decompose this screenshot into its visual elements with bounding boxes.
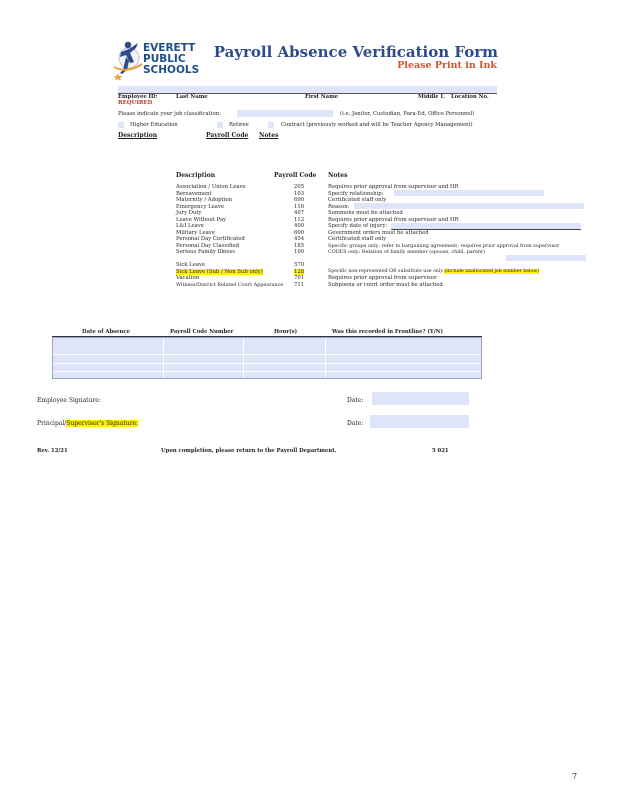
absence-date-input-1[interactable] (54, 339, 162, 353)
employee-id-label: Employee ID: (118, 94, 158, 100)
code-row-12-code: 570 (294, 262, 305, 268)
job-classification-prompt: Please indicate your job classification: (118, 111, 221, 117)
absence-header-date: Date of Absence (82, 329, 130, 335)
logo-text-line1: EVERETT (143, 42, 196, 54)
relationship-input[interactable] (394, 190, 544, 196)
code-row-14-note: Requires prior approval from supervisor (328, 275, 437, 281)
code-row-5-note: Summons must be attached (328, 210, 403, 216)
notes-link[interactable]: Notes (259, 132, 279, 139)
supervisor-signature-text: Supervisor's Signature: (66, 420, 139, 427)
code-row-14-code: 701 (294, 275, 305, 281)
code-row-6-note: Requires prior approval from supervisor and HR (328, 216, 459, 223)
code-row-4-code: 116 (294, 203, 305, 210)
code-row-8-desc: Military Leave (176, 229, 215, 236)
code-row-2-note: Specify relationship: (328, 190, 384, 197)
employee-info-input[interactable] (118, 86, 497, 93)
absence-row-divider-2 (53, 363, 481, 364)
code-row-11-desc: Serious Family Illness (176, 249, 236, 255)
family-member-input[interactable] (506, 255, 586, 261)
absence-row-divider-1 (53, 354, 481, 355)
code-row-15-code: 711 (294, 281, 305, 288)
form-number: 5 021 (432, 448, 449, 454)
form-subtitle: Please Print in Ink (397, 60, 497, 71)
code-row-9-code: 454 (294, 236, 305, 242)
code-row-4-desc: Emergency Leave (176, 203, 225, 210)
codes-header-payroll-code: Payroll Code (274, 172, 317, 179)
code-row-7-note: Specify date of injury: (328, 223, 388, 229)
page-number: 7 (572, 772, 578, 781)
code-row-14-desc: Vacation (176, 275, 200, 281)
codes-table (176, 172, 586, 298)
code-row-2-code: 103 (294, 190, 305, 197)
logo-text-line3: SCHOOLS (143, 64, 200, 76)
code-row-15-note: Subpoena or court order must be attached (328, 281, 443, 288)
principal-prefix: Principal/ (37, 420, 67, 427)
code-row-3-note: Certificated staff only (328, 197, 387, 203)
code-row-9-note: Certificated staff only (328, 236, 387, 242)
job-classification-input[interactable] (237, 110, 333, 117)
code-row-3-desc: Maternity / Adoption (176, 197, 232, 203)
absence-grid (52, 337, 482, 379)
employee-date-input[interactable] (372, 392, 469, 405)
code-row-8-note: Government orders must be attached (328, 229, 429, 236)
location-label: Location No. (451, 94, 489, 100)
contract-label: Contract (previously worked and will be Teacher Agency Management) (281, 122, 473, 128)
logo-text-line2: PUBLIC (143, 53, 186, 65)
principal-date-label: Date: (347, 420, 364, 427)
employee-signature-label: Employee Signature: (37, 397, 101, 404)
code-row-9-desc: Personal Day Certificated (176, 236, 245, 242)
code-row-1-note: Requires prior approval from supervisor and HR (328, 184, 459, 190)
higher-education-label: Higher Education (130, 122, 178, 128)
code-row-1-code: 205 (294, 184, 305, 190)
middle-initial-label: Middle I. (418, 94, 445, 100)
code-row-11-note: CODES only: Relation of family member (spouse, child, parent) (328, 249, 485, 255)
principal-date-input[interactable] (370, 415, 469, 428)
employee-date-label: Date: (347, 397, 364, 404)
absence-header-hours: Hour(s) (274, 329, 298, 335)
code-row-10-note: Specific groups only; refer to bargaining agreement; requires prior approval from supervisor (328, 242, 560, 249)
codes-header-description: Description (176, 172, 216, 179)
code-row-15-desc: Witness/District Related Court Appearance (176, 281, 284, 288)
code-row-4-note: Reason: (328, 203, 350, 210)
retiree-label: Retiree (229, 122, 249, 128)
retiree-checkbox[interactable] (217, 122, 223, 128)
higher-education-checkbox[interactable] (118, 122, 124, 128)
contract-checkbox[interactable] (268, 122, 274, 128)
absence-header-frontline: Was this recorded in Frontline? (Y/N) (332, 329, 443, 335)
return-instruction: Upon completion, please return to the Payroll Department. (161, 448, 337, 454)
last-name-label: Last Name (176, 94, 208, 100)
payroll-code-link[interactable]: Payroll Code (206, 132, 249, 139)
absence-hours-input-1[interactable] (244, 339, 324, 353)
codes-header-notes: Notes (328, 172, 348, 179)
code-row-10-desc: Personal Day Classified (176, 242, 240, 249)
code-row-5-desc: Jury Duty (176, 210, 202, 216)
emergency-reason-input[interactable] (354, 203, 584, 209)
form-title: Payroll Absence Verification Form (213, 43, 498, 61)
logo (112, 40, 202, 82)
absence-header-code: Payroll Code Number (170, 329, 234, 335)
code-row-8-code: 600 (294, 229, 305, 236)
principal-signature-label (37, 420, 138, 427)
logo-figure-icon (112, 40, 146, 80)
code-row-1-desc: Association / Union Leave (176, 184, 246, 190)
absence-frontline-input-1[interactable] (326, 339, 480, 353)
code-row-13-code: 128 (294, 268, 305, 275)
code-row-11-code: 100 (294, 249, 305, 255)
code-row-7-desc: L&I Leave (176, 223, 204, 229)
code-row-5-code: 407 (294, 210, 305, 216)
code-row-6-code: 112 (294, 216, 305, 223)
job-classification-hint: (i.e. Janitor, Custodian, Para-Ed, Office Personnel) (340, 111, 475, 117)
absence-code-input-1[interactable] (164, 339, 242, 353)
code-row-13-desc: Sick Leave (Sub / Non Sub only) (176, 268, 263, 275)
code-row-3-code: 690 (294, 197, 305, 203)
code-row-6-desc: Leave Without Pay (176, 216, 227, 223)
first-name-label: First Name (305, 94, 339, 100)
code-row-10-code: 185 (294, 242, 305, 249)
code-row-13-note: Specific non-represented OR substitute use only (include unallocated job number below) (328, 268, 540, 274)
code-row-7-code: 400 (294, 223, 305, 229)
code-row-12-desc: Sick Leave (176, 262, 206, 268)
required-label: REQUIRED (118, 100, 153, 106)
revision-label: Rev. 12/21 (37, 448, 68, 454)
code-row-2-desc: Bereavement (176, 190, 212, 197)
description-link[interactable]: Description (118, 132, 158, 139)
absence-table (52, 327, 482, 379)
absence-row-divider-3 (53, 371, 481, 372)
